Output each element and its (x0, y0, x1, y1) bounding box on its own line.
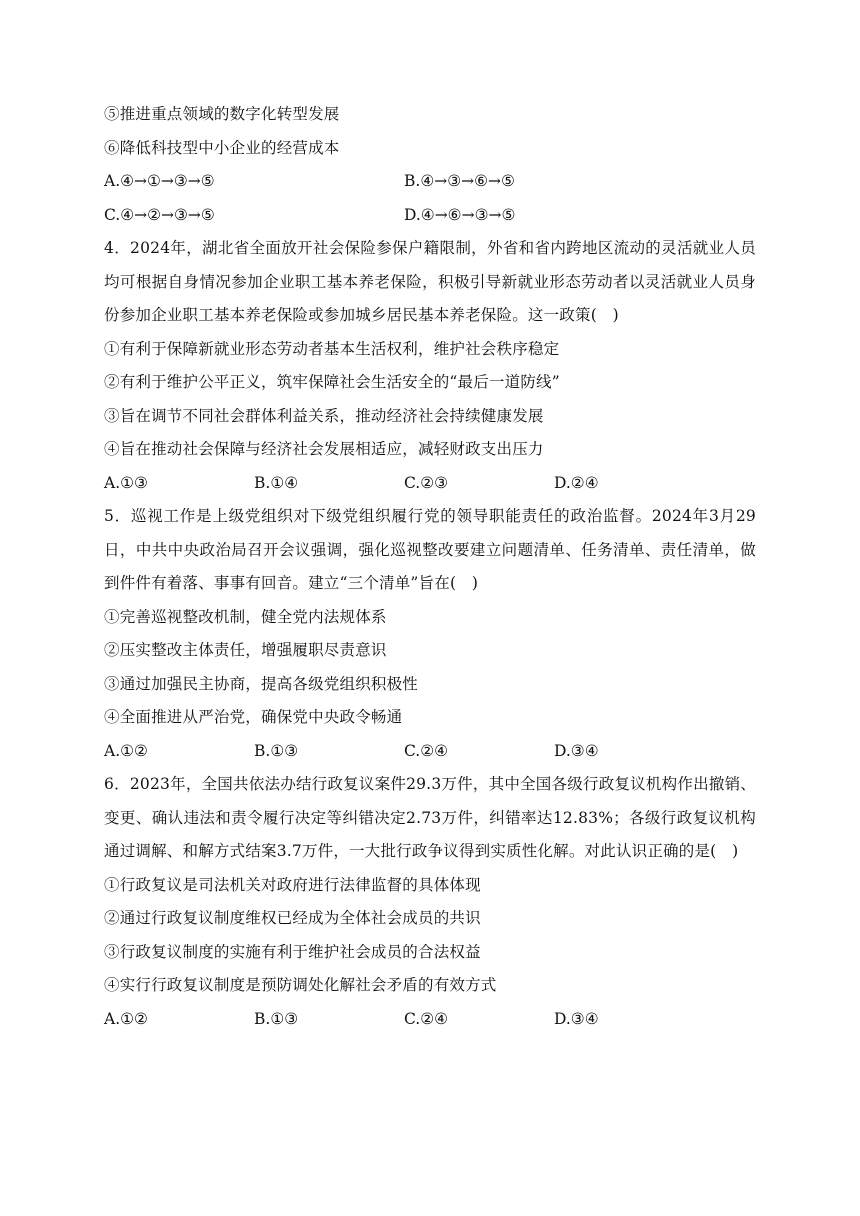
q3-item-5: ⑤推进重点领域的数字化转型发展 (104, 105, 340, 123)
q4-option-a[interactable]: A.①③ (104, 473, 148, 492)
q6-option-b[interactable]: B.①③ (254, 1009, 299, 1028)
q6-options (104, 1003, 756, 1037)
question-5 (104, 500, 756, 768)
q3-options-row-2 (104, 199, 756, 233)
q5-stem: 5．巡视工作是上级党组织对下级党组织履行党的领导职能责任的政治监督。2024年3月29日，中共中央政治局召开会议强调，强化巡视整改要建立问题清单、任务清单、责任清单，做到件件有着落、事事有回音。建立“三个清单”旨在( ) (104, 507, 756, 592)
q6-item-2: ②通过行政复议制度维权已经成为全体社会成员的共识 (104, 909, 481, 927)
q4-item-4: ④旨在推动社会保障与经济社会发展相适应，减轻财政支出压力 (104, 440, 544, 458)
q6-item-3: ③行政复议制度的实施有利于维护社会成员的合法权益 (104, 942, 481, 961)
q3-option-c[interactable]: C.④→②→③→⑤ (104, 205, 215, 224)
q6-item-1: ①行政复议是司法机关对政府进行法律监督的具体体现 (104, 875, 481, 894)
q6-option-c[interactable]: C.②④ (404, 1009, 449, 1028)
question-4 (104, 232, 756, 500)
q4-option-b[interactable]: B.①④ (254, 473, 299, 492)
q5-option-a[interactable]: A.①② (104, 741, 148, 760)
q3-option-b[interactable]: B.④→③→⑥→⑤ (404, 172, 515, 190)
q6-option-a[interactable]: A.①② (104, 1009, 148, 1028)
q5-option-b[interactable]: B.①③ (254, 741, 299, 760)
q4-item-2: ②有利于维护公平正义，筑牢保障社会生活安全的“最后一道防线” (104, 373, 560, 391)
q5-item-4: ④全面推进从严治党，确保党中央政令畅通 (104, 708, 403, 726)
q3-options-row-1 (104, 165, 756, 199)
q5-options (104, 735, 756, 769)
q4-item-3: ③旨在调节不同社会群体利益关系，推动经济社会持续健康发展 (104, 406, 544, 425)
q5-option-c[interactable]: C.②④ (404, 741, 449, 760)
question-3 (104, 98, 756, 232)
q6-option-d[interactable]: D.③④ (554, 1009, 599, 1028)
q3-option-d[interactable]: D.④→⑥→③→⑤ (404, 205, 516, 224)
q6-item-4: ④实行行政复议制度是预防调处化解社会矛盾的有效方式 (104, 976, 497, 994)
q4-options (104, 467, 756, 501)
q4-item-1: ①有利于保障新就业形态劳动者基本生活权利，维护社会秩序稳定 (104, 339, 560, 358)
q4-option-c[interactable]: C.②③ (404, 473, 449, 492)
q3-option-a[interactable]: A.④→①→③→⑤ (104, 172, 215, 190)
q5-option-d[interactable]: D.③④ (554, 741, 599, 760)
q5-item-2: ②压实整改主体责任，增强履职尽责意识 (104, 641, 387, 659)
q5-item-1: ①完善巡视整改机制，健全党内法规体系 (104, 607, 387, 626)
question-6 (104, 768, 756, 1036)
q3-item-6: ⑥降低科技型中小企业的经营成本 (104, 138, 340, 157)
q5-item-3: ③通过加强民主协商，提高各级党组织积极性 (104, 674, 419, 693)
q4-stem: 4．2024年，湖北省全面放开社会保险参保户籍限制，外省和省内跨地区流动的灵活就业人员均可根据自身情况参加企业职工基本养老保险，积极引导新就业形态劳动者以灵活就业人员身份参加企业职工基本养老保险或参加城乡居民基本养老保险。这一政策( ) (104, 239, 756, 324)
q4-option-d[interactable]: D.②④ (554, 473, 599, 492)
exam-page (104, 98, 756, 1036)
q6-stem: 6．2023年，全国共依法办结行政复议案件29.3万件，其中全国各级行政复议机构作出撤销、变更、确认违法和责令履行决定等纠错决定2.73万件，纠错率达12.83%；各级行政复议机构通过调解、和解方式结案3.7万件，一大批行政争议得到实质性化解。对此认识正确的是( ) (104, 775, 756, 860)
